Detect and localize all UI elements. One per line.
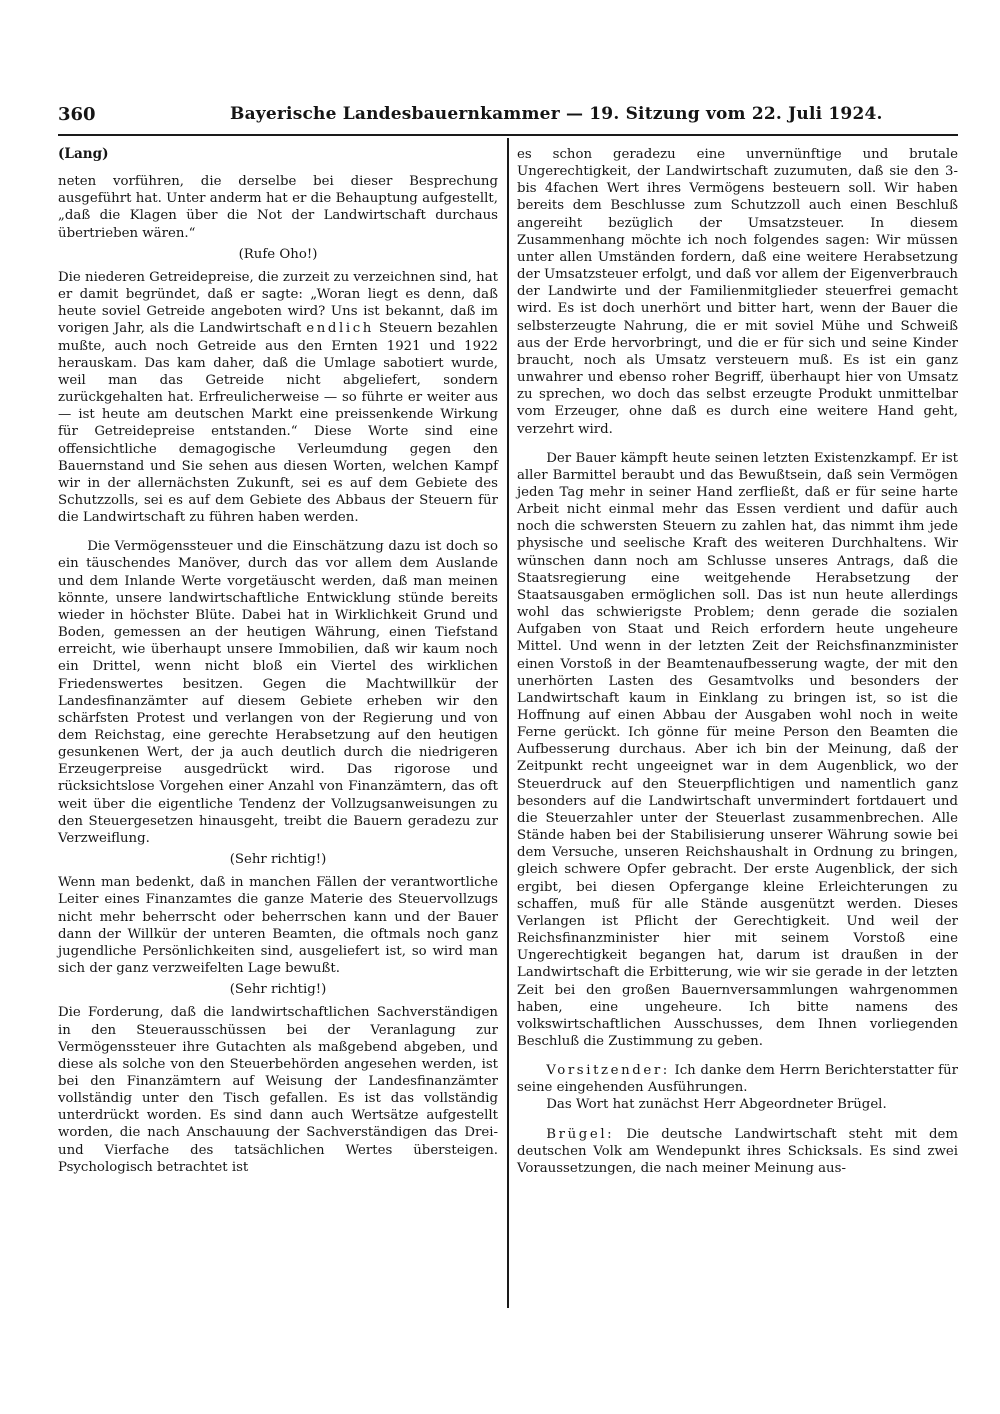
- paragraph: Die Vermögenssteuer und die Einschätzung dazu ist doch so ein täuschendes Manöver, durch das vor allem dem Auslande und dem Inlande Werte vorgetäuscht werden, daß man meinen könnte, unsere landwirtschaftliche Entwicklung stünde bereits wieder in höchster Blüte. Dabei hat in Wirklichkeit Grund und Boden, gemessen an der heutigen Währung, einen Tiefstand erreicht, wie überhaupt unsere Immobilien, daß wir kaum noch ein Drittel, wenn nicht bloß ein Viertel des wirklichen Friedenswertes besitzen. Gegen die Machtwillkür der Landesfinanzämter auf diesem Gebiete erheben wir den schärfsten Protest und verlangen von der Regierung und von dem Reichstag, eine gerechte Herabsetzung auf den heutigen gesunkenen Wert, der ja auch deutlich durch die niedrigeren Erzeugerpreise ausgedrückt wird. Das rigorose und rücksichtslose Vorgehen einer Anzahl von Finanzämtern, das oft weit über die eigentliche Tendenz der Vollzugsanweisungen zu den Steuergesetzen hinausgeht, treibt die Bauern geradezu zur Verzweiflung.: [58, 539, 498, 846]
- paragraph: neten vorführen, die derselbe bei dieser Besprechung ausgeführt hat. Unter anderm hat er die Behauptung aufgestellt, „daß die Klagen über die Not der Landwirtschaft durchaus übertrieben wären.“: [58, 174, 498, 241]
- paragraph: Der Bauer kämpft heute seinen letzten Existenzkampf. Er ist aller Barmittel beraubt und das Bewußtsein, daß sein Vermögen jeden Tag mehr in seiner Hand zerfließt, daß er für seine harte Arbeit nicht einmal mehr das Essen verdient und dafür auch noch die schwersten Steuern zu zahlen hat, das nimmt ihm jede physische und seelische Kraft des weiteren Durchhaltens. Wir wünschen dann noch am Schlusse unseres Antrags, daß die Staatsregierung eine weitgehende Herabsetzung der Staatsausgaben ermöglichen soll. Das ist nun heute allerdings wohl das schwierigste Problem; denn gerade die sozialen Aufgaben von Staat und Reich erfordern heute ungeheure Mittel. Und wenn in der letzten Zeit der Reichsfinanzminister einen Vorstoß in der Beamtenaufbesserung wagte, der mit den unerhörten Lasten des Gesamtvolks und besonders der Landwirtschaft kaum in Einklang zu bringen ist, so ist die Hoffnung auf einen Abbau der Ausgaben wohl noch in weite Ferne gerückt. Ich gönne für meine Person den Beamten die Aufbesserung durchaus. Aber ich bin der Meinung, daß der Zeitpunkt recht ungeeignet war in dem Augenblick, wo der Steuerdruck auf den Steuerpflichtigen und namentlich ganz besonders auf die Landwirtschaft unvermindert fortdauert und die Steuerzahler unter der Steuerlast zusammenbrechen. Alle Stände haben bei der Stabilisierung unserer Währung sowie bei dem Versuche, unseren Reichshaushalt in Ordnung zu bringen, gleich schwere Opfer gebracht. Der erste Augenblick, der sich ergibt, bei diesen Opfergange kleine Erleichterungen zu schaffen, muß für alle Stände ausgenützt werden. Dieses Verlangen ist Pflicht der Gerechtigkeit. Und weil der Reichsfinanzminister hier mit seinem Vorstoß eine Ungerechtigkeit begangen hat, darum ist draußen in der Landwirtschaft die Erbitterung, wie wir sie gerade in der letzten Zeit bei den großen Bauernversammlungen wahrgenommen haben, eine ungeheure. Ich bitte namens des volkswirtschaftlichen Ausschusses, dem Ihnen vorliegenden Beschluß die Zustimmung zu geben.: [517, 450, 958, 1049]
- header-rule: [58, 134, 958, 136]
- emphasized-word: endlich: [306, 321, 374, 337]
- right-column: [517, 146, 958, 1177]
- speaker-name: Vorsitzender:: [546, 1063, 670, 1079]
- paragraph: Die Forderung, daß die landwirtschaftlichen Sachverständigen in den Steuerausschüssen bei der Veranlagung zur Vermögenssteuer ihre Gutachten als maßgebend abgeben, und diese als solche von den Steuerbehörden angesehen werden, ist bei den Finanzämtern auf Weisung der Landesfinanzämter vollständig unter den Tisch gefallen. Es ist das vollständig unterdrückt worden. Es sind dann auch Wertsätze aufgestellt worden, die nach Anschauung der Sachverständigen das Drei- und Vierfache des tatsächlichen Wertes übersteigen. Psychologisch betrachtet ist: [58, 1005, 498, 1175]
- running-title: Bayerische Landesbauernkammer — 19. Sitzung vom 22. Juli 1924.: [230, 104, 883, 124]
- paragraph-text: Ich danke dem Herrn Berichterstatter für seine eingehenden Ausführungen.: [517, 1063, 958, 1096]
- interjection: (Sehr richtig!): [229, 982, 327, 998]
- column-divider: [507, 138, 509, 1308]
- paragraph: Das Wort hat zunächst Herr Abgeordneter Brügel.: [546, 1097, 887, 1113]
- interjection: (Rufe Oho!): [238, 246, 318, 262]
- page-header: [58, 104, 958, 130]
- paragraph: Wenn man bedenkt, daß in manchen Fällen der verantwortliche Leiter eines Finanzamtes die ganze Materie des Steuervollzugs nicht mehr beherrscht oder beherrschen kann und der Bauer dann der Willkür der unteren Beamten, die oftmals noch ganz jugendliche Persönlichkeiten sind, ausgeliefert ist, so wird man sich der ganz verzweifelten Lage bewußt.: [58, 875, 498, 977]
- paragraph: [517, 1126, 958, 1177]
- paragraph-text: Die niederen Getreidepreise, die zurzeit zu verzeichnen sind, hat er damit begründet, daß er sagte: „Woran liegt es denn, daß heute soviel Getreide angeboten wird? Uns ist bekannt, daß im vorigen Jahr, als die Landwirtschaft: [58, 269, 498, 337]
- paragraph: [58, 269, 498, 526]
- left-column: [58, 146, 498, 1176]
- speaker-name: Brügel:: [546, 1126, 615, 1142]
- page-number: 360: [58, 104, 96, 125]
- paragraph: es schon geradezu eine unvernünftige und brutale Ungerechtigkeit, der Landwirtschaft zuzumuten, daß sie den 3- bis 4fachen Wert ihres Vermögens besteuern soll. Wir haben bereits dem Beschlusse zum Schutzzoll auch einen Beschluß angereiht bezüglich der Umsatzsteuer. In diesem Zusammenhang möchte ich noch folgendes sagen: Wir müssen unter allen Umständen fordern, daß eine weitere Herabsetzung der Umsatzsteuer erfolgt, und daß vor allem der Eigenverbrauch der Landwirte und der Familienmitglieder steuerfrei gemacht wird. Es ist doch unerhört und bitter hart, wenn der Bauer die selbsterzeugte Nahrung, die er mit soviel Mühe und Schweiß aus der Erde hervorbringt, und die er für sich und seine Kinder braucht, noch als Umsatz versteuern muß. Es ist ein ganz unwahrer und ebenso roher Begriff, überhaupt hier von Umsatz zu sprechen, wo doch das selbst erzeugte Produkt unmittelbar vom Erzeuger, ohne daß es durch eine weitere Hand geht, verzehrt wird.: [517, 147, 958, 437]
- paragraph-text: Die deutsche Landwirtschaft steht mit dem deutschen Volk am Wendepunkt ihres Schicksals. Es sind zwei Voraussetzungen, die nach meiner Meinung aus-: [517, 1126, 958, 1176]
- paragraph: [517, 1062, 958, 1096]
- interjection: (Sehr richtig!): [229, 852, 327, 868]
- paragraph-text: Steuern bezahlen mußte, auch noch Getreide aus den Ernten 1921 und 1922 herauskam. Das kam daher, daß die Umlage sabotiert wurde, weil man das Getreide nicht abgeliefert, sondern zurückgehalten hat. Erfreulicherweise — so führte er weiter aus — ist heute am deutschen Markt eine preissenkende Wirkung für Getreidepreise entstanden.“ Diese Worte sind eine offensichtliche demagogische Verleumdung gegen den Bauernstand und Sie sehen aus diesen Worten, welchen Kampf wir in der allernächsten Zukunft, sei es auf dem Gebiete des Schutzzolls, sei es auf dem Gebiete des Abbaus der Steuern für die Landwirtschaft zu führen haben werden.: [58, 321, 498, 526]
- speaker-tag: (Lang): [58, 146, 109, 162]
